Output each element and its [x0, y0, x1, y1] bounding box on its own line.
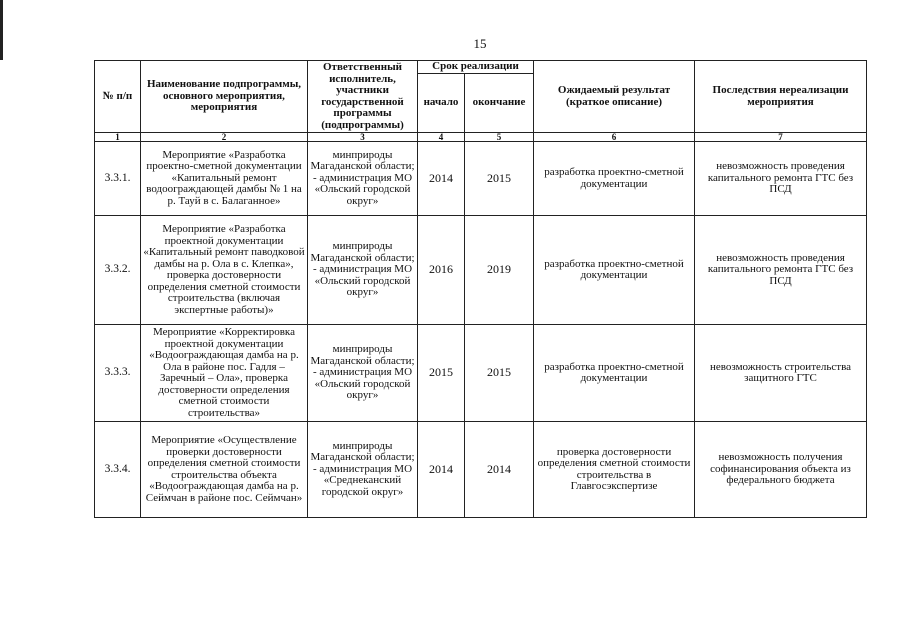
- activity-name: Мероприятие «Разработка проектно-сметной документации «Капитальный ремонт водоограждающей дамбы № 1 на р. Тауй в с. Балаганное»: [141, 142, 308, 216]
- column-number: 5: [465, 133, 534, 142]
- table-row: [95, 325, 867, 422]
- column-number: 2: [141, 133, 308, 142]
- table-row: [95, 422, 867, 518]
- header-name: Наименование подпрограммы, основного мероприятия, мероприятия: [141, 61, 308, 133]
- column-number: 6: [534, 133, 695, 142]
- responsible-executor: минприроды Магаданской области; - администрация МО «Ольский городской округ»: [308, 142, 418, 216]
- column-number: 7: [695, 133, 867, 142]
- column-number: 3: [308, 133, 418, 142]
- header-start: начало: [418, 74, 465, 133]
- expected-result: разработка проектно-сметной документации: [534, 325, 695, 422]
- header-period: Срок реализации: [418, 61, 534, 74]
- column-number: 1: [95, 133, 141, 142]
- non-implementation-consequences: невозможность получения софинансирования объекта из федерального бюджета: [695, 422, 867, 518]
- start-year: 2015: [418, 325, 465, 422]
- header-num: № п/п: [95, 61, 141, 133]
- header-end: окончание: [465, 74, 534, 133]
- non-implementation-consequences: невозможность проведения капитального ремонта ГТС без ПСД: [695, 216, 867, 325]
- row-number: 3.3.3.: [95, 325, 141, 422]
- end-year: 2014: [465, 422, 534, 518]
- responsible-executor: минприроды Магаданской области; - администрация МО «Среднеканский городской округ»: [308, 422, 418, 518]
- start-year: 2014: [418, 142, 465, 216]
- start-year: 2016: [418, 216, 465, 325]
- row-number: 3.3.2.: [95, 216, 141, 325]
- activities-table: [94, 60, 867, 518]
- header-result: Ожидаемый результат (краткое описание): [534, 61, 695, 133]
- row-number: 3.3.1.: [95, 142, 141, 216]
- expected-result: разработка проектно-сметной документации: [534, 142, 695, 216]
- activity-name: Мероприятие «Разработка проектной документации «Капитальный ремонт паводковой дамбы на р. Ола в с. Клепка», проверка достоверности определения сметной стоимости строительства (включая экспертные работы)»: [141, 216, 308, 325]
- page-number: 15: [473, 36, 487, 51]
- column-number-row: [95, 133, 867, 142]
- expected-result: разработка проектно-сметной документации: [534, 216, 695, 325]
- end-year: 2015: [465, 325, 534, 422]
- end-year: 2015: [465, 142, 534, 216]
- responsible-executor: минприроды Магаданской области; - администрация МО «Ольский городской округ»: [308, 325, 418, 422]
- table-row: [95, 216, 867, 325]
- row-number: 3.3.4.: [95, 422, 141, 518]
- header-consequences: Последствия нереализации мероприятия: [695, 61, 867, 133]
- start-year: 2014: [418, 422, 465, 518]
- non-implementation-consequences: невозможность проведения капитального ремонта ГТС без ПСД: [695, 142, 867, 216]
- responsible-executor: минприроды Магаданской области; - администрация МО «Ольский городской округ»: [308, 216, 418, 325]
- activity-name: Мероприятие «Корректировка проектной документации «Водоограждающая дамба на р. Ола в районе пос. Гадля – Заречный – Ола», проверка достоверности определения сметной стоимости строительства»: [141, 325, 308, 422]
- column-number: 4: [418, 133, 465, 142]
- header-responsible: Ответственный исполнитель, участники государственной программы (подпрограммы): [308, 61, 418, 133]
- expected-result: проверка достоверности определения сметной стоимости строительства в Главгосэкспертизе: [534, 422, 695, 518]
- end-year: 2019: [465, 216, 534, 325]
- table-row: [95, 142, 867, 216]
- non-implementation-consequences: невозможность строительства защитного ГТС: [695, 325, 867, 422]
- activity-name: Мероприятие «Осуществление проверки достоверности определения сметной стоимости строительства объекта «Водоограждающая дамба на р. Сеймчан в районе пос. Сеймчан»: [141, 422, 308, 518]
